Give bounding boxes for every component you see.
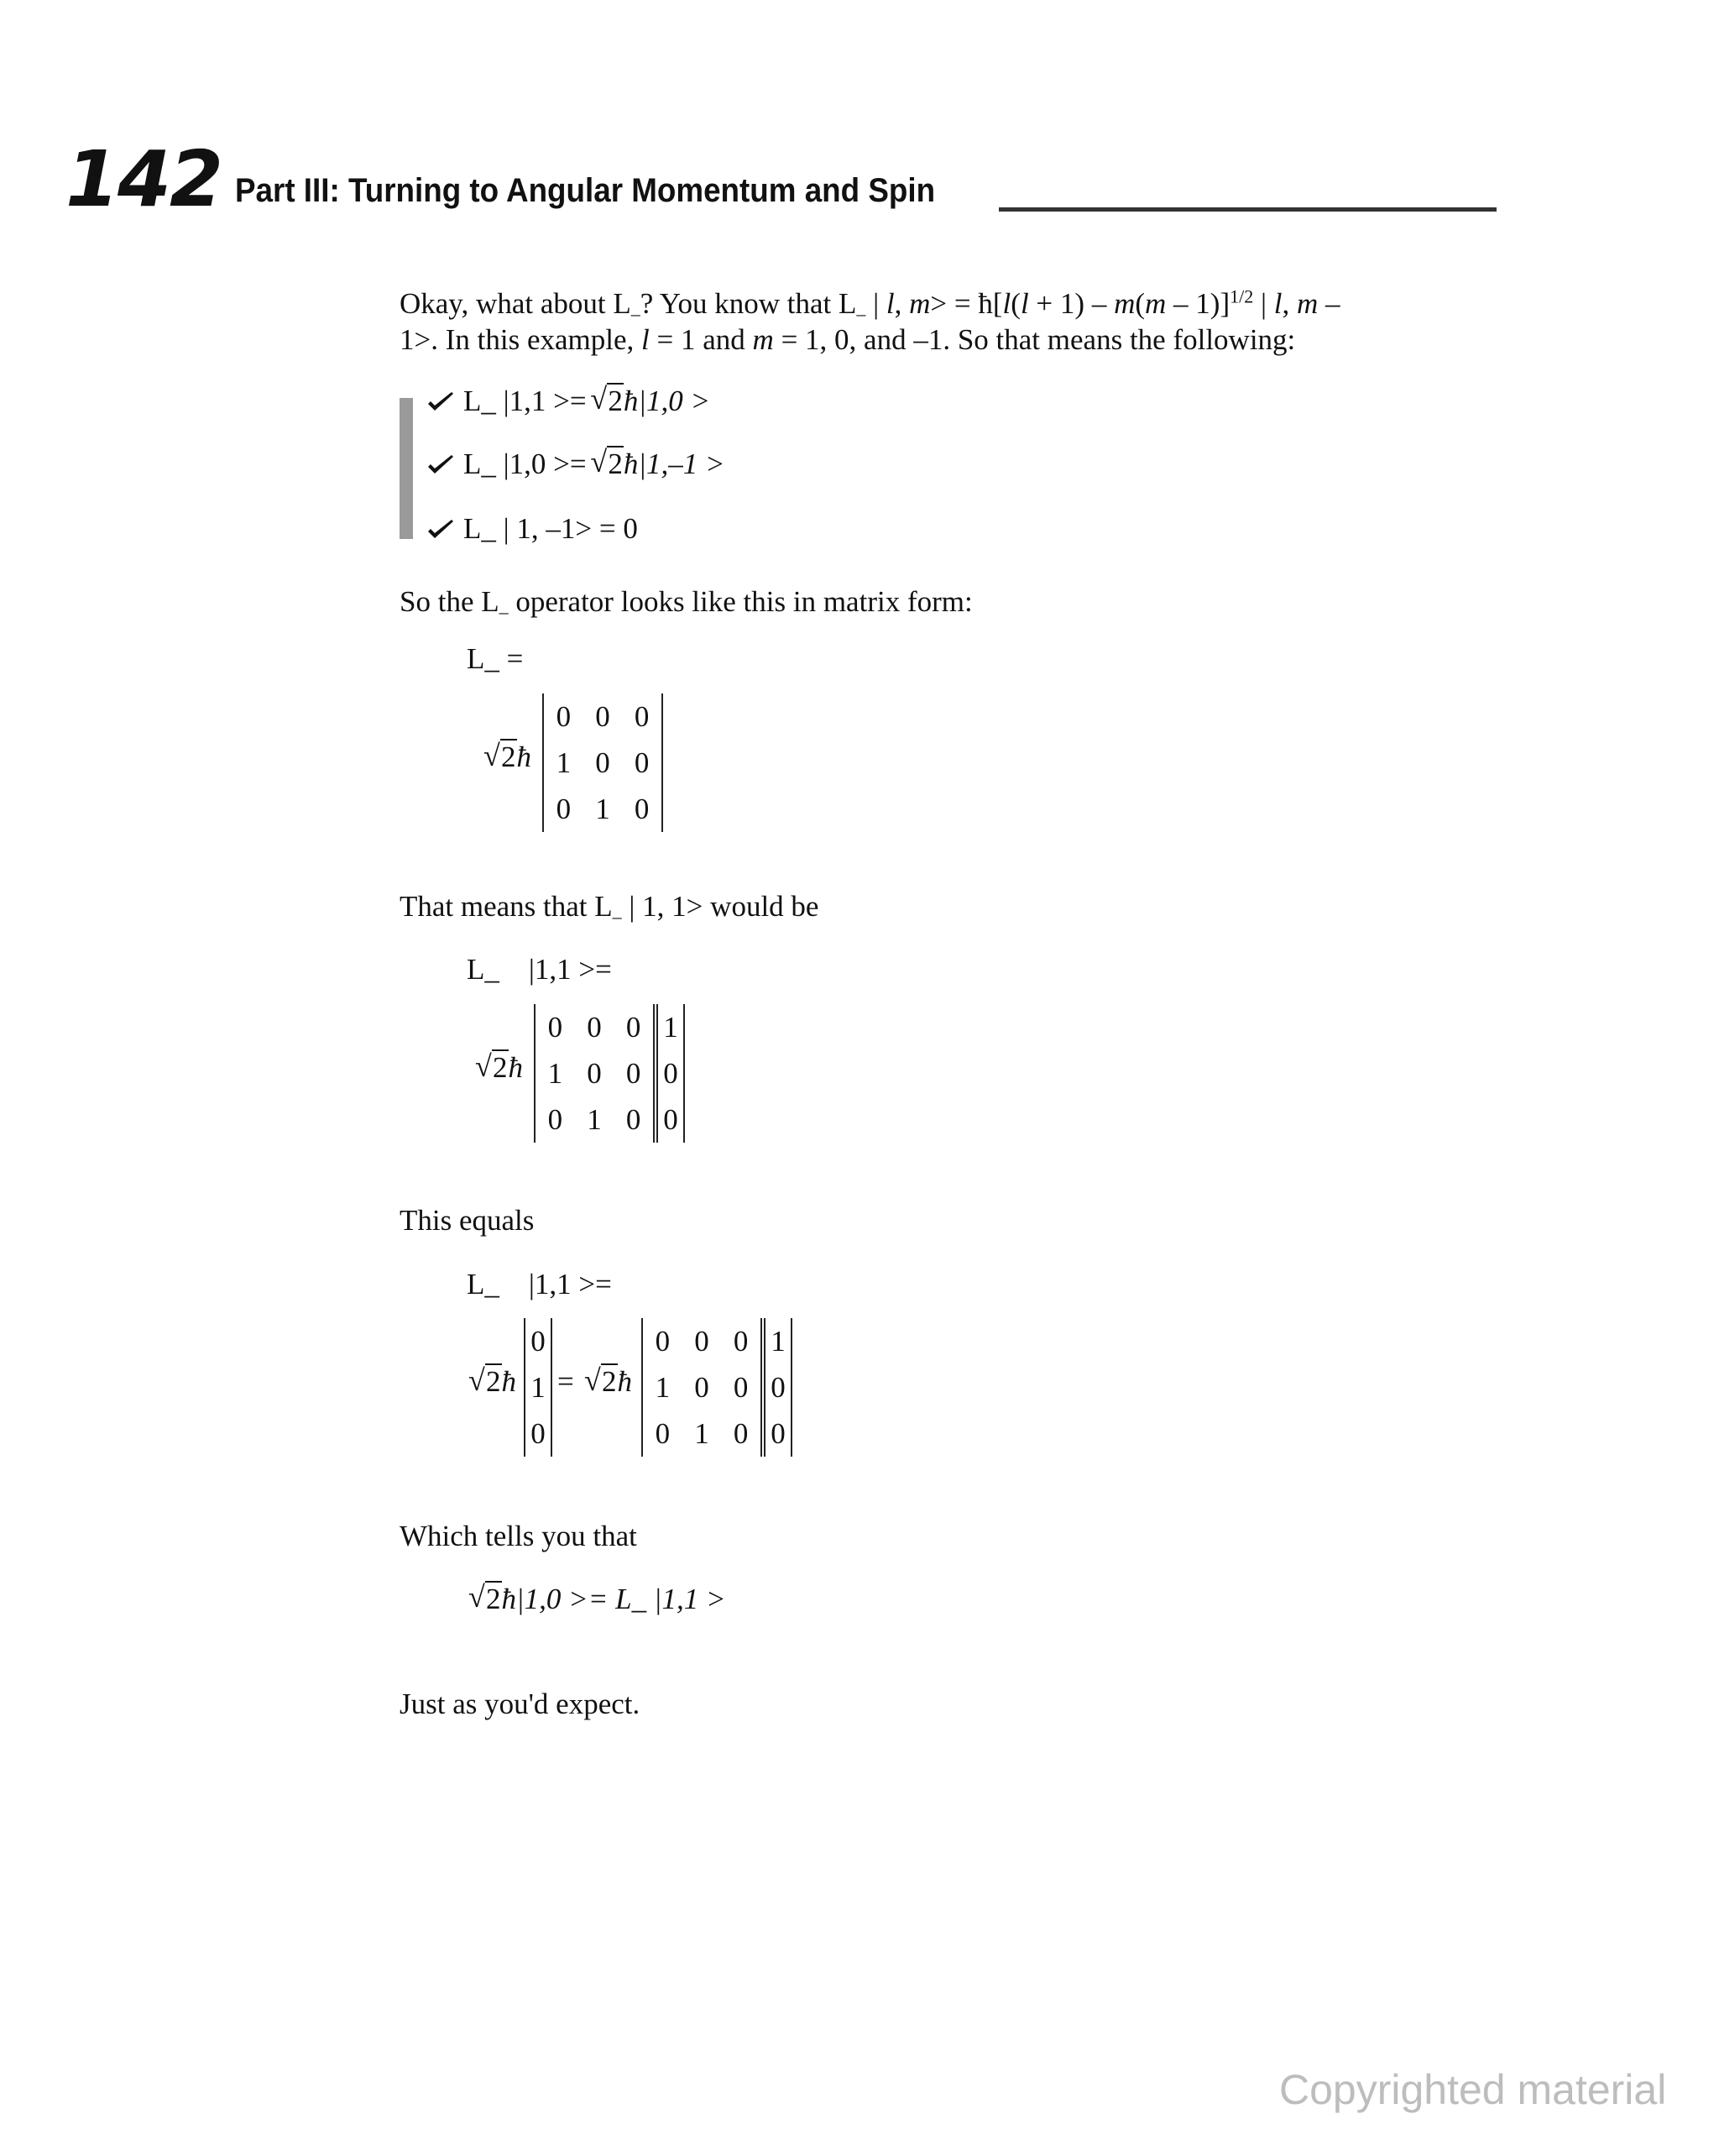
bullet-item: L_ |1,1 >= √ 2ħ|1,0 > (426, 385, 710, 418)
coefficient: √ 2ħ (478, 1051, 523, 1085)
paragraph: So the $L_-$ operator looks like this in matrix form: (400, 585, 973, 622)
vector: 0 1 0 (524, 1318, 552, 1457)
equals-sign: = (557, 1365, 574, 1398)
part-title: Part III: Turning to Angular Momentum and Spin (235, 172, 936, 209)
bullet-item: L_ |1,0 >= √ 2ħ|1,–1 > (426, 447, 725, 481)
coefficient: √ 2ħ (472, 1365, 516, 1399)
intro-paragraph: Okay, what about $L_-$? You know that $L_-$ | l, m> = ħ[l(l + 1) – m(m – 1)]$^{1/2}$ | l, m – 1>. In this example, l = 1 and m = 1, 0, and –1. So that means the following: (400, 285, 1340, 356)
checkmark-icon (426, 389, 455, 414)
header-rule (999, 207, 1497, 212)
equation-lhs: L_ |1,1 >= (467, 953, 612, 986)
equation: √ 2ħ|1,0 >= L_ |1,1 > (472, 1583, 726, 1616)
checkmark-icon (426, 516, 455, 542)
page-number: 142 (65, 134, 222, 224)
vector: 1 0 0 (764, 1318, 792, 1457)
matrix: 0 0 0 1 0 0 0 1 0 (542, 693, 663, 832)
paragraph: Which tells you that (400, 1520, 637, 1552)
paragraph: This equals (400, 1204, 535, 1237)
coefficient: √ 2ħ (487, 740, 531, 774)
paragraph: Just as you'd expect. (400, 1688, 640, 1720)
equation-lhs: L_ |1,1 >= (467, 1268, 612, 1300)
matrix: 0 0 0 1 0 0 0 1 0 (641, 1318, 762, 1457)
equation-lhs: L_ = (467, 642, 524, 675)
coefficient: √ 2ħ (588, 1365, 632, 1399)
vector: 1 0 0 (656, 1004, 685, 1143)
checkmark-icon (426, 452, 455, 477)
paragraph: That means that $L_-$ | 1, 1> would be (400, 890, 819, 927)
bullet-item: L_ | 1, –1> = 0 (426, 512, 638, 546)
bullet-sidebar (400, 398, 413, 539)
copyright-watermark: Copyrighted material (1279, 2066, 1667, 2113)
matrix: 0 0 0 1 0 0 0 1 0 (534, 1004, 655, 1143)
